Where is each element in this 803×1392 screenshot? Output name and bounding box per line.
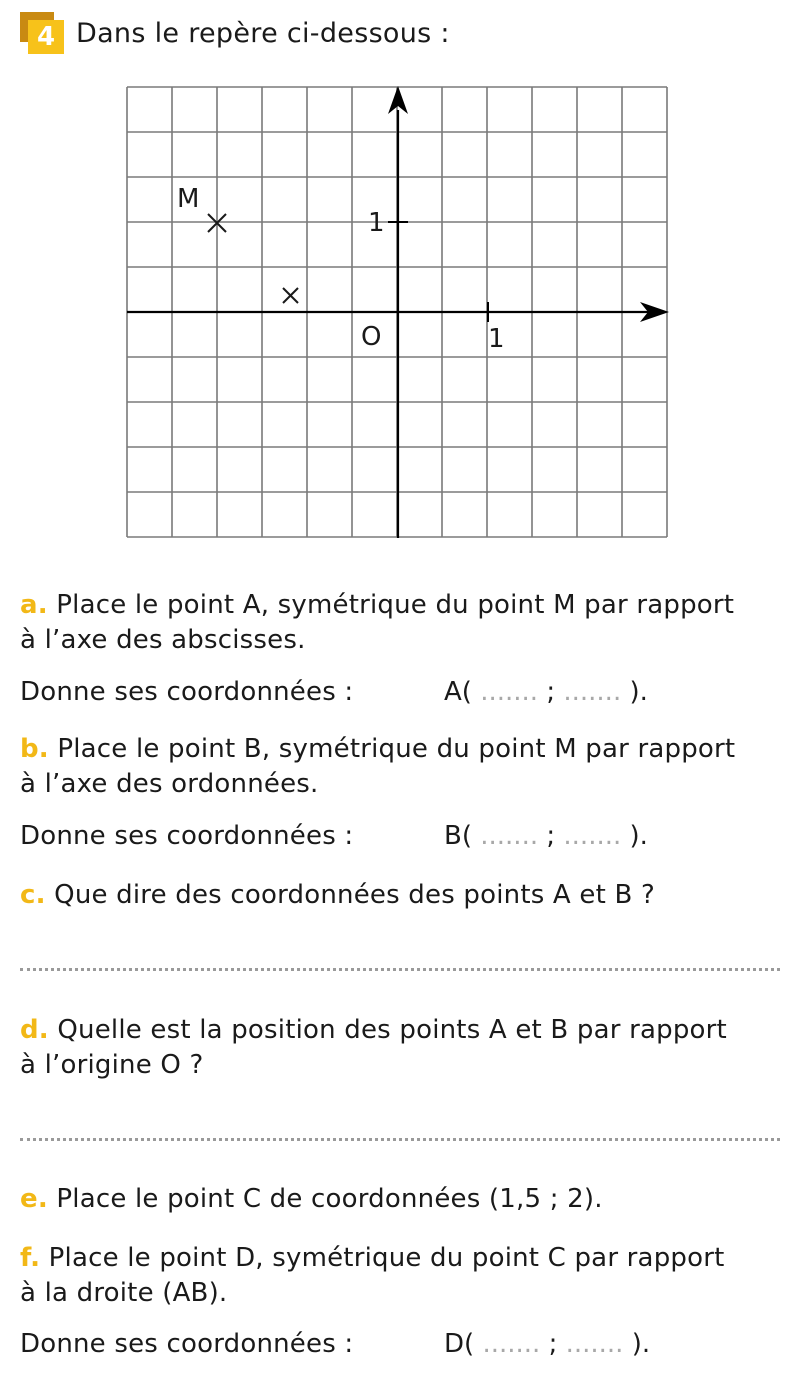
question-a (20, 588, 734, 623)
answer-line-c[interactable] (20, 968, 780, 971)
coords-separator: ; (546, 677, 556, 707)
y-unit-label: 1 (368, 208, 385, 238)
question-text: Place le point A, symétrique du point M par rapport (56, 590, 735, 620)
coords-point: B( (444, 821, 472, 851)
question-text: Que dire des coordonnées des points A et B ? (54, 880, 655, 910)
point-m-label: M (177, 184, 200, 214)
question-text: Place le point D, symétrique du point C par rapport (48, 1243, 725, 1273)
x-unit-label: 1 (488, 324, 505, 354)
coords-separator: ; (546, 821, 556, 851)
question-text: Place le point C de coordonnées (1,5 ; 2). (56, 1184, 603, 1214)
question-b (20, 732, 735, 767)
question-letter: c. (20, 880, 46, 910)
coords-close: ). (629, 821, 648, 851)
coords-close: ). (629, 677, 648, 707)
coords-close: ). (631, 1329, 651, 1359)
question-text: Place le point B, symétrique du point M par rapport (57, 734, 736, 764)
exercise-title: Dans le repère ci-dessous : (76, 18, 450, 49)
coords-point: D( (444, 1329, 475, 1359)
question-f (20, 1241, 725, 1276)
coords-separator: ; (548, 1329, 558, 1359)
coords-answer-a (444, 675, 648, 710)
question-letter: b. (20, 734, 49, 764)
origin-label: O (361, 322, 382, 352)
coords-answer-b (444, 819, 648, 854)
coords-answer-d (444, 1327, 650, 1362)
question-c (20, 878, 655, 913)
coords-prompt-a: Donne ses coordonnées : (20, 677, 354, 707)
answer-blank-y[interactable]: ....... (565, 1329, 624, 1359)
answer-blank-x[interactable]: ....... (480, 821, 539, 851)
question-e (20, 1182, 603, 1217)
question-letter: f. (20, 1243, 41, 1273)
answer-blank-x[interactable]: ....... (480, 677, 539, 707)
question-letter: e. (20, 1184, 48, 1214)
point-cross-icon (283, 288, 298, 303)
question-text: Quelle est la position des points A et B par rapport (57, 1015, 727, 1045)
answer-blank-y[interactable]: ....... (563, 677, 622, 707)
question-a-line2: à l’axe des abscisses. (20, 625, 306, 655)
coordinate-grid (0, 0, 803, 560)
coords-point: A( (444, 677, 472, 707)
question-d (20, 1013, 727, 1048)
question-b-line2: à l’axe des ordonnées. (20, 769, 319, 799)
axes (127, 86, 669, 538)
answer-line-d[interactable] (20, 1138, 780, 1141)
question-d-line2: à l’origine O ? (20, 1050, 204, 1080)
question-f-line2: à la droite (AB). (20, 1278, 228, 1308)
answer-blank-y[interactable]: ....... (563, 821, 622, 851)
answer-blank-x[interactable]: ....... (482, 1329, 541, 1359)
coords-prompt-d: Donne ses coordonnées : (20, 1329, 354, 1359)
question-letter: a. (20, 590, 48, 620)
exercise-number: 4 (28, 20, 64, 54)
y-axis-arrow-icon (388, 86, 408, 114)
question-letter: d. (20, 1015, 49, 1045)
coords-prompt-b: Donne ses coordonnées : (20, 821, 354, 851)
